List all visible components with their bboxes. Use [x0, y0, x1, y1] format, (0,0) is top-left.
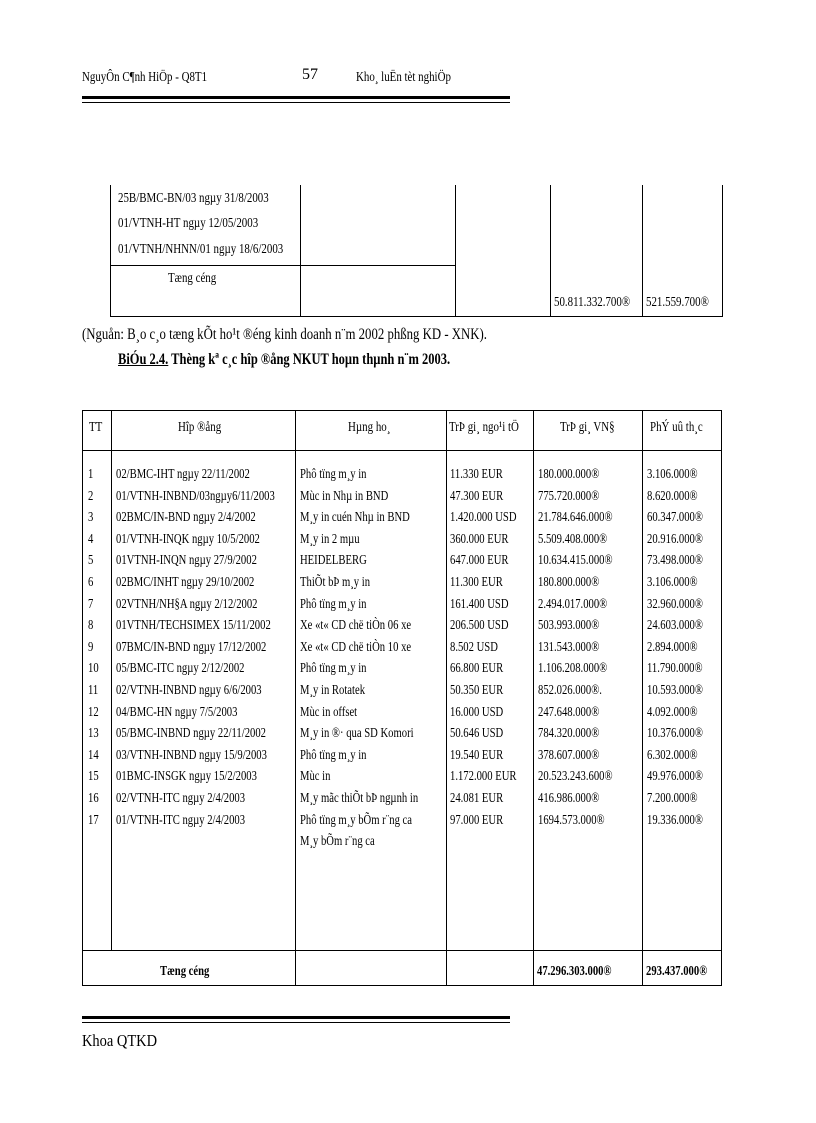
cell-tt: 12: [88, 704, 99, 720]
cell-goods: Mùc in Nhµ in BND: [300, 488, 389, 504]
cell-vnd-value: 784.320.000®: [538, 726, 600, 742]
cell-foreign-value: 161.400 USD: [450, 596, 509, 612]
cell-vnd-value: 247.648.000®: [538, 704, 600, 720]
cell-vnd-value: 21.784.646.000®: [538, 510, 613, 526]
col-header-contract: Hîp ®ång: [178, 420, 222, 435]
cell-goods: HEIDELBERG: [300, 553, 367, 569]
cell-tt: 5: [88, 553, 94, 569]
cell-goods: M¸y in ®· qua SD Komori: [300, 726, 414, 742]
carryover-table: [110, 185, 723, 317]
cell-tt: 4: [88, 531, 94, 547]
cell-contract: 02/BMC-IHT ngµy 22/11/2002: [116, 467, 250, 482]
cell-fee: 20.916.000®: [647, 531, 703, 547]
cell-tt: 16: [88, 791, 99, 806]
cell-vnd-value: 180.800.000®: [538, 575, 600, 590]
cell-goods: Phô tïng m¸y bÕm r¨ng ca: [300, 812, 413, 828]
cell-vnd-value: 416.986.000®: [538, 791, 600, 806]
cell-tt: 6: [88, 575, 94, 590]
carryover-total-fee: 521.559.700®: [646, 295, 709, 310]
cell-goods: Mùc in: [300, 769, 331, 785]
cell-tt: 15: [88, 769, 99, 785]
cell-contract: 07BMC/IN-BND ngµy 17/12/2002: [116, 639, 267, 655]
cell-tt: 1: [88, 467, 94, 482]
cell-goods: ThiÕt bÞ m¸y in: [300, 575, 371, 590]
total-fee: 293.437.000®: [646, 964, 708, 979]
cell-contract: 02VTNH/NH§A ngµy 2/12/2002: [116, 596, 258, 612]
header-doc-type: Kho¸ luËn tèt nghiÖp: [356, 70, 451, 85]
cell-vnd-value: 1694.573.000®: [538, 812, 605, 828]
cell-contract: 05/BMC-ITC ngµy 2/12/2002: [116, 661, 245, 677]
cell-vnd-value: 503.993.000®: [538, 618, 600, 634]
page-number: 57: [302, 66, 318, 83]
caption-text: Thèng kª c¸c hîp ®ång NKUT hoµn thµnh n¨m 2003.: [168, 351, 451, 368]
cell-fee: 8.620.000®: [647, 488, 698, 504]
cell-fee: 73.498.000®: [647, 553, 703, 569]
cell-goods: M¸y in cuén Nhµ in BND: [300, 510, 410, 526]
carryover-line-2: 01/VTNH-HT ngµy 12/05/2003: [118, 216, 259, 231]
cell-tt: 10: [88, 661, 99, 677]
cell-goods: Mùc in offset: [300, 704, 358, 720]
cell-goods: M¸y in 2 mµu: [300, 531, 360, 547]
footer-rule-thin: [82, 1022, 510, 1023]
col-header-tt: TT: [89, 420, 103, 435]
cell-fee: 10.376.000®: [647, 726, 703, 742]
cell-goods: Phô tïng m¸y in: [300, 596, 367, 612]
cell-vnd-value: 378.607.000®: [538, 747, 600, 763]
contracts-table: [82, 410, 722, 985]
cell-tt: 2: [88, 488, 94, 504]
cell-foreign-value: 8.502 USD: [450, 639, 498, 655]
cell-goods: M¸y in Rotatek: [300, 683, 366, 698]
cell-tt: 11: [88, 683, 99, 698]
cell-contract: 01VTNH-INQN ngµy 27/9/2002: [116, 553, 257, 569]
cell-goods-line-2: M¸y bÕm r¨ng ca: [300, 834, 375, 850]
total-vnd: 47.296.303.000®: [537, 964, 612, 979]
cell-fee: 4.092.000®: [647, 704, 698, 720]
footer-text: Khoa QTKD: [82, 1031, 158, 1050]
cell-foreign-value: 647.000 EUR: [450, 553, 509, 569]
col-header-foreign-value: TrÞ gi¸ ngo¹i tÖ: [449, 420, 519, 435]
cell-goods: Phô tïng m¸y in: [300, 661, 367, 677]
cell-foreign-value: 47.300 EUR: [450, 488, 504, 504]
col-header-goods: Hµng ho¸: [348, 420, 391, 435]
cell-tt: 3: [88, 510, 94, 526]
source-note: (Nguån: B¸o c¸o tæng kÕt ho¹t ®éng kinh doanh n¨m 2002 phßng KD - XNK).: [82, 326, 487, 343]
cell-foreign-value: 50.350 EUR: [450, 683, 504, 698]
cell-fee: 32.960.000®: [647, 596, 703, 612]
cell-contract: 01VTNH/TECHSIMEX 15/11/2002: [116, 618, 271, 634]
cell-vnd-value: 2.494.017.000®: [538, 596, 608, 612]
cell-foreign-value: 1.172.000 EUR: [450, 769, 517, 785]
cell-contract: 03/VTNH-INBND ngµy 15/9/2003: [116, 747, 267, 763]
header-rule-thick: [82, 96, 510, 99]
cell-contract: 02/VTNH-INBND ngµy 6/6/2003: [116, 683, 262, 698]
cell-vnd-value: 852.026.000®.: [538, 683, 602, 698]
cell-foreign-value: 19.540 EUR: [450, 747, 504, 763]
cell-tt: 17: [88, 812, 99, 828]
cell-foreign-value: 360.000 EUR: [450, 531, 509, 547]
cell-fee: 2.894.000®: [647, 639, 698, 655]
cell-vnd-value: 775.720.000®: [538, 488, 600, 504]
cell-fee: 60.347.000®: [647, 510, 703, 526]
cell-goods: M¸y mãc thiÕt bÞ ngµnh in: [300, 791, 419, 806]
cell-fee: 49.976.000®: [647, 769, 703, 785]
cell-contract: 02BMC/INHT ngµy 29/10/2002: [116, 575, 255, 590]
cell-tt: 9: [88, 639, 94, 655]
cell-vnd-value: 180.000.000®: [538, 467, 600, 482]
carryover-total-vnd: 50.811.332.700®: [554, 295, 631, 310]
header-rule-thin: [82, 102, 510, 103]
cell-contract: 01/VTNH-ITC ngµy 2/4/2003: [116, 812, 246, 828]
cell-vnd-value: 10.634.415.000®: [538, 553, 613, 569]
col-header-vnd-value: TrÞ gi¸ VN§: [560, 420, 615, 435]
cell-fee: 3.106.000®: [647, 467, 698, 482]
cell-fee: 7.200.000®: [647, 791, 698, 806]
cell-fee: 6.302.000®: [647, 747, 698, 763]
table-caption: [118, 351, 450, 369]
col-header-fee: PhÝ uû th¸c: [650, 420, 703, 435]
cell-tt: 8: [88, 618, 94, 634]
cell-foreign-value: 50.646 USD: [450, 726, 504, 742]
carryover-line-3: 01/VTNH/NHNN/01 ngµy 18/6/2003: [118, 242, 284, 257]
cell-foreign-value: 16.000 USD: [450, 704, 504, 720]
cell-tt: 14: [88, 747, 99, 763]
cell-vnd-value: 5.509.408.000®: [538, 531, 608, 547]
total-label: Tæng céng: [160, 964, 210, 979]
cell-tt: 7: [88, 596, 94, 612]
header-author: NguyÔn C¶nh HiÖp - Q8T1: [82, 70, 208, 85]
cell-vnd-value: 1.106.208.000®: [538, 661, 608, 677]
carryover-total-label: Tæng céng: [168, 271, 217, 286]
cell-fee: 24.603.000®: [647, 618, 703, 634]
footer-rule-thick: [82, 1016, 510, 1019]
cell-vnd-value: 20.523.243.600®: [538, 769, 613, 785]
cell-contract: 01BMC-INSGK ngµy 15/2/2003: [116, 769, 257, 785]
cell-foreign-value: 24.081 EUR: [450, 791, 504, 806]
cell-goods: Xe «t« CD chë tiÒn 10 xe: [300, 639, 412, 655]
cell-fee: 10.593.000®: [647, 683, 703, 698]
cell-foreign-value: 11.330 EUR: [450, 467, 503, 482]
cell-foreign-value: 97.000 EUR: [450, 812, 504, 828]
cell-goods: Phô tïng m¸y in: [300, 747, 367, 763]
caption-label: BiÓu 2.4.: [118, 351, 169, 368]
cell-goods: Phô tïng m¸y in: [300, 467, 367, 482]
carryover-line-1: 25B/BMC-BN/03 ngµy 31/8/2003: [118, 191, 269, 206]
cell-contract: 02/VTNH-ITC ngµy 2/4/2003: [116, 791, 246, 806]
cell-contract: 05/BMC-INBND ngµy 22/11/2002: [116, 726, 266, 742]
cell-foreign-value: 206.500 USD: [450, 618, 509, 634]
cell-contract: 04/BMC-HN ngµy 7/5/2003: [116, 704, 238, 720]
cell-contract: 01/VTNH-INQK ngµy 10/5/2002: [116, 531, 260, 547]
cell-tt: 13: [88, 726, 99, 742]
cell-foreign-value: 66.800 EUR: [450, 661, 504, 677]
cell-vnd-value: 131.543.000®: [538, 639, 600, 655]
cell-fee: 19.336.000®: [647, 812, 703, 828]
cell-foreign-value: 1.420.000 USD: [450, 510, 517, 526]
cell-fee: 11.790.000®: [647, 661, 703, 677]
cell-contract: 01/VTNH-INBND/03ngµy6/11/2003: [116, 488, 275, 504]
cell-fee: 3.106.000®: [647, 575, 698, 590]
cell-foreign-value: 11.300 EUR: [450, 575, 503, 590]
cell-contract: 02BMC/IN-BND ngµy 2/4/2002: [116, 510, 256, 526]
cell-goods: Xe «t« CD chë tiÒn 06 xe: [300, 618, 412, 634]
